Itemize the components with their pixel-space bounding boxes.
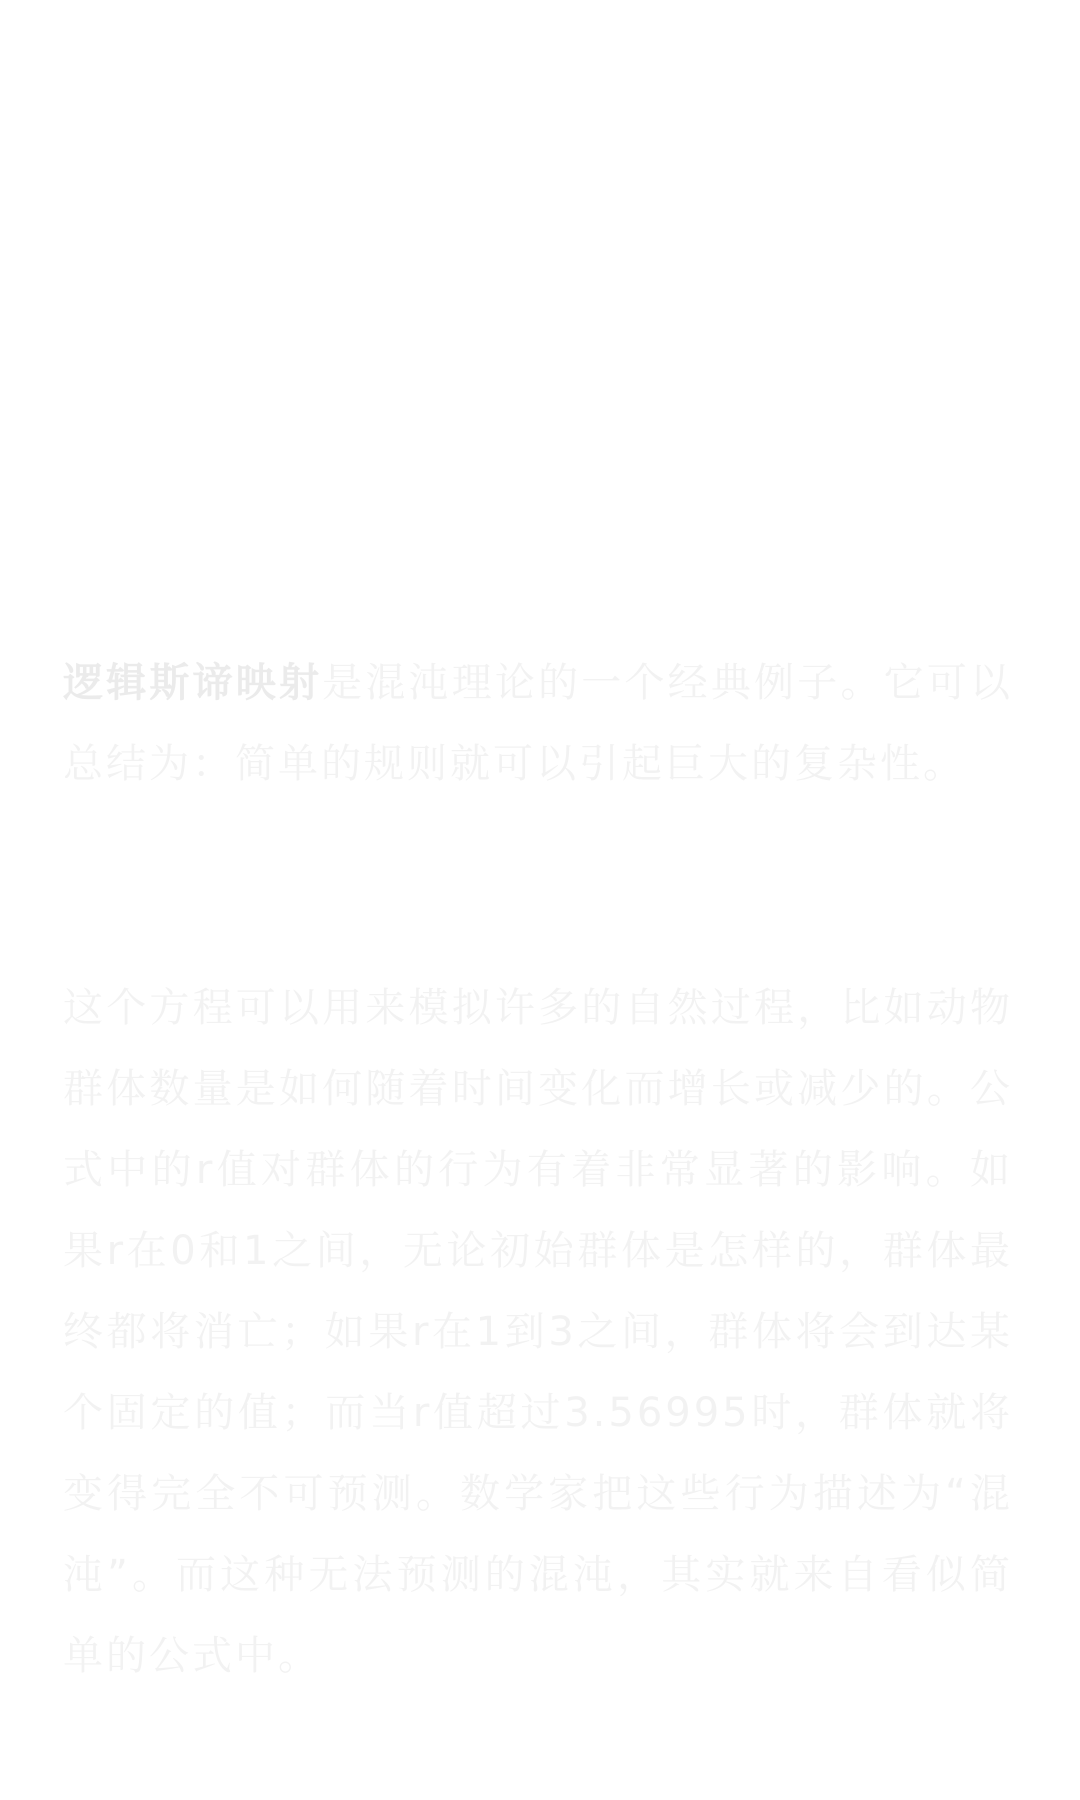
body-paragraph: 这个方程可以用来模拟许多的自然过程，比如动物群体数量是如何随着时间变化而增长或减少的。公式中的r值对群体的行为有着非常显著的影响。如果r在0和1之间，无论初始群体是怎样的，群体最终都将消亡；如果r在1到3之间，群体将会到达某个固定的值；而当r值超过3.56995时，群体就将变得完全不可预测。数学家把这些行为描述为“混沌”。而这种无法预测的混沌，其实就来自看似简单的公式中。 bbox=[63, 985, 1013, 1679]
key-term: 逻辑斯谛映射 bbox=[63, 660, 323, 706]
intro-paragraph bbox=[63, 643, 1013, 805]
intro-text: 是混沌理论的一个经典例子。它可以总结为：简单的规则就可以引起巨大的复杂性。 bbox=[63, 660, 1014, 787]
